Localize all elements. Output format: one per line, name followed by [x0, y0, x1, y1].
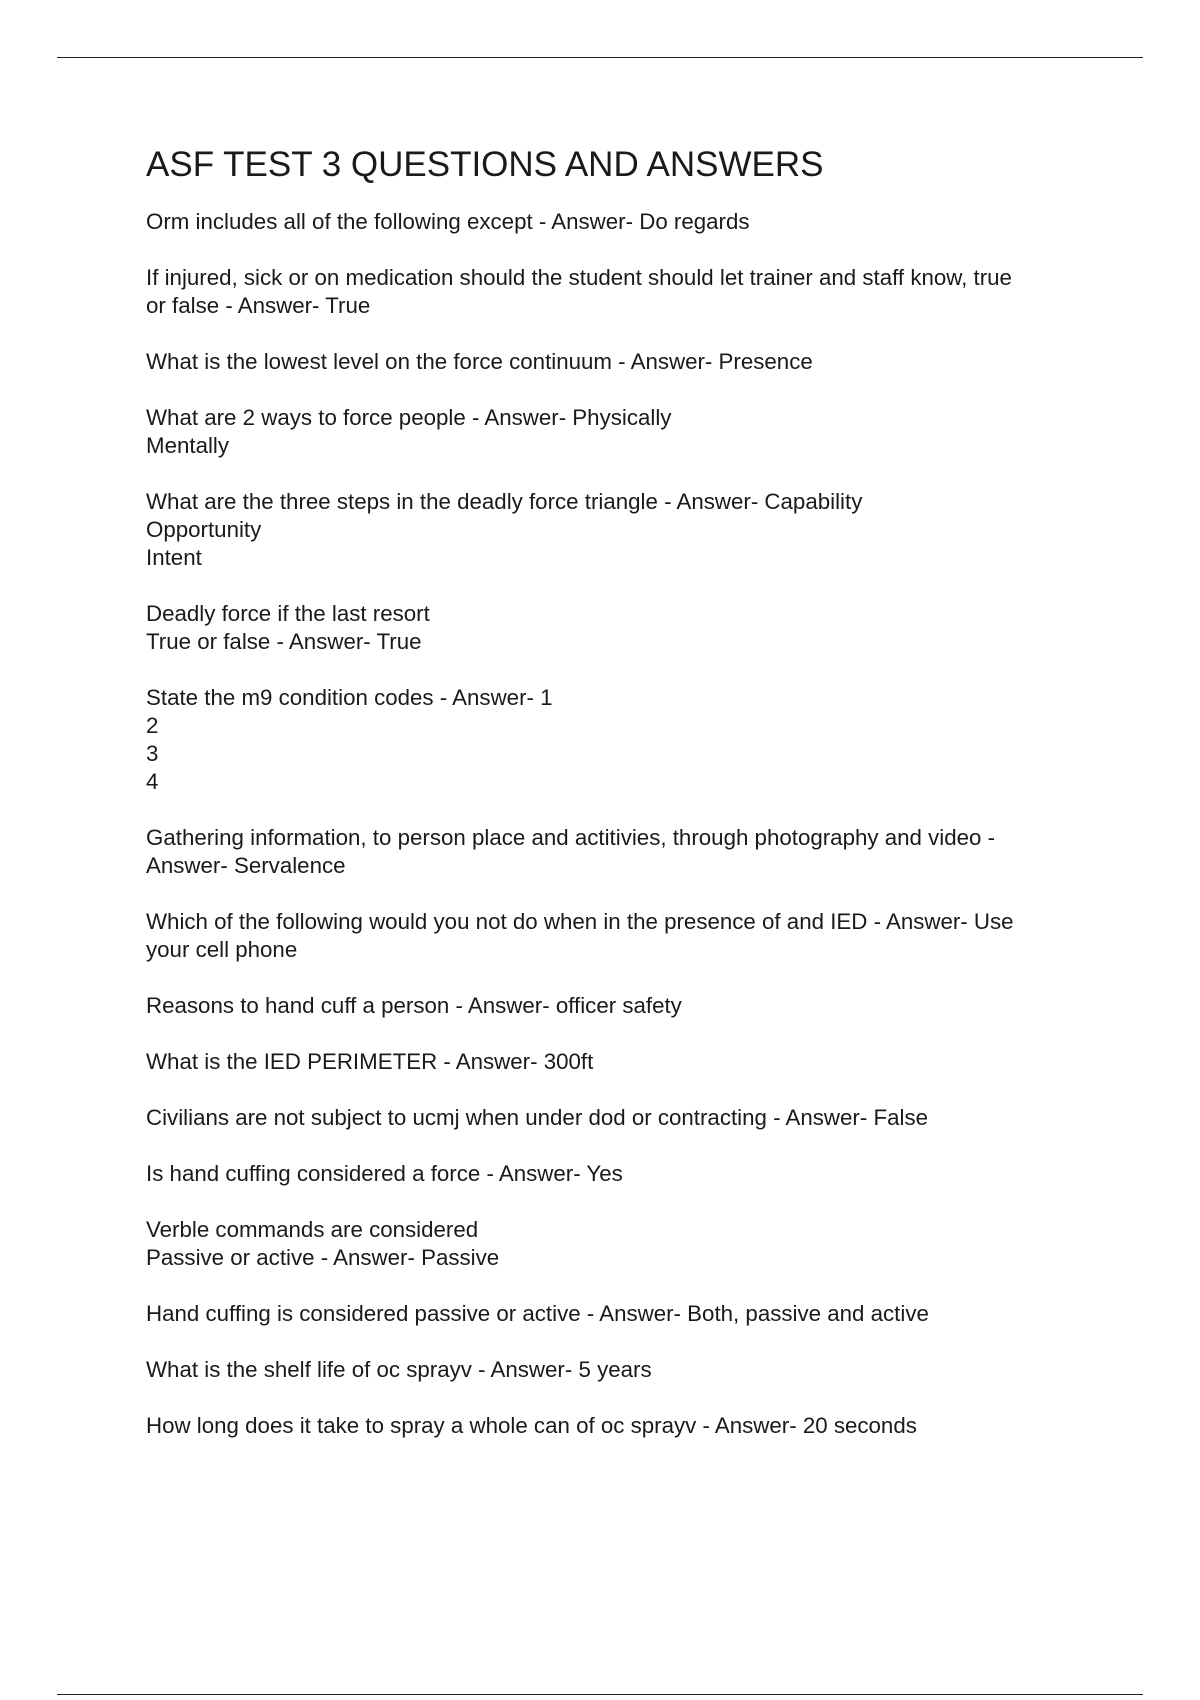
document-title: ASF TEST 3 QUESTIONS AND ANSWERS — [146, 145, 824, 184]
qa-item: What is the IED PERIMETER - Answer- 300ft — [146, 1049, 594, 1074]
qa-item: What is the lowest level on the force continuum - Answer- Presence — [146, 349, 813, 374]
qa-item: Reasons to hand cuff a person - Answer- officer safety — [146, 993, 682, 1018]
qa-item: Gathering information, to person place and actitivies, through photography and video - Answer- Servalence — [146, 825, 996, 878]
qa-item: How long does it take to spray a whole can of oc sprayv - Answer- 20 seconds — [146, 1413, 917, 1438]
qa-item: What are 2 ways to force people - Answer- Physically Mentally — [146, 405, 672, 458]
qa-item: If injured, sick or on medication should the student should let trainer and staff know, true or false - Answer- True — [146, 265, 1012, 318]
qa-item: Civilians are not subject to ucmj when under dod or contracting - Answer- False — [146, 1105, 929, 1130]
top-divider — [57, 57, 1143, 58]
qa-item: Verble commands are considered Passive or active - Answer- Passive — [146, 1217, 500, 1270]
qa-item: What are the three steps in the deadly force triangle - Answer- Capability Opportunity Intent — [146, 489, 863, 570]
qa-item: Which of the following would you not do when in the presence of and IED - Answer- Use your cell phone — [146, 909, 1014, 962]
qa-item: What is the shelf life of oc sprayv - Answer- 5 years — [146, 1357, 652, 1382]
qa-item: State the m9 condition codes - Answer- 1 2 3 4 — [146, 685, 553, 794]
qa-item: Orm includes all of the following except - Answer- Do regards — [146, 209, 750, 234]
qa-item: Is hand cuffing considered a force - Answer- Yes — [146, 1161, 623, 1186]
bottom-divider — [57, 1694, 1143, 1695]
qa-item: Hand cuffing is considered passive or active - Answer- Both, passive and active — [146, 1301, 929, 1326]
document-body — [146, 142, 1096, 1468]
qa-item: Deadly force if the last resort True or false - Answer- True — [146, 601, 430, 654]
